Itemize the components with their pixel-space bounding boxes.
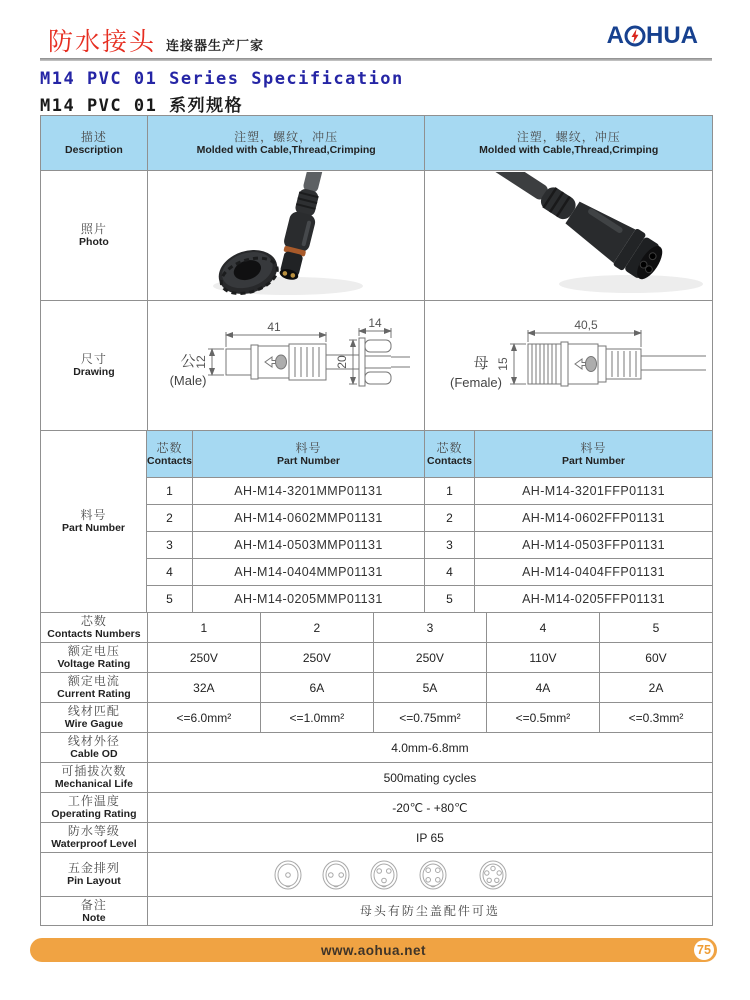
part-header-cn: 料号 (295, 440, 322, 455)
spec-label-cn: 工作温度 (67, 794, 120, 808)
spec-label-cell (41, 703, 148, 733)
logo-text-a: A (606, 22, 624, 49)
contacts-col-header-male (147, 431, 193, 478)
contacts-value: 4 (425, 559, 475, 586)
spec-value: <=1.0mm² (261, 703, 374, 733)
spec-value: 4.0mm-6.8mm (148, 733, 713, 763)
pin-layout-cell (148, 853, 713, 897)
drawing-label-cell (41, 301, 148, 431)
contacts-value: 1 (425, 478, 475, 505)
spec-table (40, 115, 713, 926)
spec-label-en: Cable OD (70, 748, 118, 760)
page-header (48, 22, 712, 58)
contacts-value: 5 (147, 586, 193, 613)
description-female-cell (425, 116, 713, 171)
cable-od-row (41, 733, 713, 763)
female-drawing-cell (425, 301, 713, 431)
spec-value: IP 65 (148, 823, 713, 853)
spec-value: 2A (600, 673, 713, 703)
footer-bar (30, 938, 717, 962)
spec-value: 500mating cycles (148, 763, 713, 793)
pin-diagram-2pin (323, 861, 349, 889)
photo-label-cell (41, 171, 148, 301)
description-male-en: Molded with Cable,Thread,Crimping (196, 143, 376, 156)
spec-label-cn: 额定电流 (67, 674, 120, 688)
current-rating-row (41, 673, 713, 703)
spec-label-cn: 额定电压 (67, 644, 120, 658)
spec-value: <=6.0mm² (148, 703, 261, 733)
spec-label-en: Mechanical Life (54, 778, 134, 790)
male-connector-photo (148, 172, 424, 300)
part-number-label-en: Part Number (61, 522, 125, 534)
spec-label-cn: 可插拔次数 (61, 764, 127, 778)
part-number-header-row (147, 431, 713, 478)
description-female-en: Molded with Cable,Thread,Crimping (479, 143, 659, 156)
pin-layout-label-cn: 五金排列 (67, 861, 120, 875)
part-number-label-cell (41, 431, 147, 613)
spec-value: 1 (148, 613, 261, 643)
contacts-header-cn: 芯数 (436, 440, 463, 455)
pin-diagram-4pin (420, 861, 446, 889)
description-label-cell (41, 116, 148, 171)
pin-layout-row (41, 853, 713, 897)
spec-value: 60V (600, 643, 713, 673)
contacts-value: 3 (425, 532, 475, 559)
operating-temp-row (41, 793, 713, 823)
spec-label-en: Current Rating (57, 688, 131, 700)
note-text: 母头有防尘盖配件可选 (359, 904, 500, 918)
spec-label-en: Operating Rating (51, 808, 137, 820)
contacts-header-en: Contacts (427, 454, 472, 467)
part-number-label-cn: 料号 (80, 508, 107, 522)
drawing-label-en: Drawing (73, 366, 115, 378)
pin-diagram-5pin (480, 861, 506, 889)
part-header-cn: 料号 (580, 440, 607, 455)
part-number-row (147, 586, 713, 613)
contacts-col-header-female (425, 431, 475, 478)
female-gender-en: (Female) (449, 374, 502, 390)
female-part-number: AH-M14-0404FFP01131 (475, 559, 713, 586)
page-number-badge: 75 (694, 940, 714, 960)
pin-layout-label-en: Pin Layout (67, 875, 121, 887)
female-connector-photo (426, 172, 712, 300)
spec-label-cell (41, 793, 148, 823)
spec-label-cell (41, 763, 148, 793)
logo-lightning-icon (623, 24, 647, 48)
female-part-number: AH-M14-0602FFP01131 (475, 505, 713, 532)
contacts-value: 4 (147, 559, 193, 586)
description-male-cn: 注塑，螺纹，冲压 (234, 129, 339, 144)
page-title-en: M14 PVC 01 Series Specification (40, 69, 404, 89)
logo-text-hua: HUA (646, 22, 698, 49)
contacts-numbers-row (41, 613, 713, 643)
spec-label-cell (41, 613, 148, 643)
header-divider (40, 58, 712, 61)
spec-label-cell (41, 673, 148, 703)
spec-label-en: Voltage Rating (57, 658, 131, 670)
male-technical-drawing (148, 302, 424, 430)
female-photo-cell (425, 171, 713, 301)
part-number-grid (147, 431, 713, 613)
description-row (41, 116, 713, 171)
spec-label-cn: 线材外径 (67, 734, 120, 748)
contacts-value: 5 (425, 586, 475, 613)
spec-label-en: Contacts Numbers (47, 628, 141, 640)
brand-name: 防水接头 (48, 29, 157, 56)
contacts-value: 2 (147, 505, 193, 532)
spec-value: -20℃ - +80℃ (148, 793, 713, 823)
male-gender-cn: 公 (180, 352, 196, 370)
female-part-number: AH-M14-0205FFP01131 (475, 586, 713, 613)
pin-layout-diagrams (148, 854, 712, 896)
part-col-header-male (193, 431, 425, 478)
description-label-cn: 描述 (80, 129, 107, 144)
male-dim-front: 12 (194, 354, 209, 369)
mechanical-life-row (41, 763, 713, 793)
spec-label-cn: 防水等级 (67, 824, 120, 838)
male-gender-en: (Male) (169, 372, 207, 388)
description-male-cell (148, 116, 426, 171)
part-number-section (41, 431, 713, 613)
contacts-header-cn: 芯数 (156, 440, 183, 455)
spec-value: 5 (600, 613, 713, 643)
male-part-number: AH-M14-3201MMP01131 (193, 478, 425, 505)
female-technical-drawing (426, 302, 712, 430)
spec-label-cell (41, 733, 148, 763)
contacts-value: 1 (147, 478, 193, 505)
spec-label-cn: 线材匹配 (67, 704, 120, 718)
spec-value: <=0.3mm² (600, 703, 713, 733)
part-number-row (147, 559, 713, 586)
part-number-row (147, 505, 713, 532)
spec-label-en: Wire Gague (64, 718, 124, 730)
spec-label-cn: 芯数 (80, 614, 107, 628)
spec-value: 250V (374, 643, 487, 673)
male-dim-nut-length: 14 (368, 315, 382, 330)
part-header-en: Part Number (276, 454, 340, 467)
contacts-value: 3 (147, 532, 193, 559)
spec-value: 4A (487, 673, 600, 703)
female-dim-height: 15 (495, 356, 510, 371)
female-dim-length: 40,5 (574, 317, 598, 332)
female-part-number: AH-M14-3201FFP01131 (475, 478, 713, 505)
spec-value: 6A (261, 673, 374, 703)
part-header-en: Part Number (561, 454, 625, 467)
spec-value: 4 (487, 613, 600, 643)
photo-row (41, 171, 713, 301)
drawing-row (41, 301, 713, 431)
spec-value: 3 (374, 613, 487, 643)
photo-label-cn: 照片 (80, 222, 107, 236)
pin-diagram-3pin (371, 861, 397, 889)
part-col-header-female (475, 431, 713, 478)
spec-value: 250V (148, 643, 261, 673)
pin-layout-label-cell (41, 853, 148, 897)
spec-value: 5A (374, 673, 487, 703)
male-dim-length: 41 (267, 319, 281, 334)
brand-tagline: 连接器生产厂家 (166, 38, 265, 53)
part-number-row (147, 478, 713, 505)
contacts-header-en: Contacts (147, 454, 192, 467)
note-value-cell (148, 897, 713, 926)
spec-label-cell (41, 643, 148, 673)
page-title-cn: M14 PVC 01 系列规格 (40, 96, 244, 116)
note-row (41, 897, 713, 926)
spec-value: 250V (261, 643, 374, 673)
spec-value: <=0.5mm² (487, 703, 600, 733)
male-part-number: AH-M14-0404MMP01131 (193, 559, 425, 586)
pin-diagram-1pin (275, 861, 301, 889)
footer-url: www.aohua.net (320, 942, 426, 958)
note-label-en: Note (82, 911, 106, 924)
part-number-row (147, 532, 713, 559)
photo-label-en: Photo (79, 236, 109, 248)
spec-value: 2 (261, 613, 374, 643)
spec-value: 32A (148, 673, 261, 703)
voltage-rating-row (41, 643, 713, 673)
contacts-value: 2 (425, 505, 475, 532)
waterproof-level-row (41, 823, 713, 853)
male-part-number: AH-M14-0503MMP01131 (193, 532, 425, 559)
note-label-cn: 备注 (80, 897, 107, 912)
wire-gauge-row (41, 703, 713, 733)
female-part-number: AH-M14-0503FFP01131 (475, 532, 713, 559)
male-photo-cell (148, 171, 426, 301)
male-dim-nut-height: 20 (335, 354, 350, 369)
note-label-cell (41, 897, 148, 926)
description-female-cn: 注塑，螺纹，冲压 (516, 129, 621, 144)
spec-value: <=0.75mm² (374, 703, 487, 733)
spec-label-cell (41, 823, 148, 853)
male-part-number: AH-M14-0205MMP01131 (193, 586, 425, 613)
spec-label-en: Waterproof Level (51, 838, 137, 850)
aohua-logo (607, 22, 698, 50)
spec-value: 110V (487, 643, 600, 673)
drawing-label-cn: 尺寸 (80, 352, 107, 366)
male-drawing-cell (148, 301, 426, 431)
male-part-number: AH-M14-0602MMP01131 (193, 505, 425, 532)
description-label-en: Description (65, 143, 123, 156)
female-gender-cn: 母 (473, 354, 489, 372)
